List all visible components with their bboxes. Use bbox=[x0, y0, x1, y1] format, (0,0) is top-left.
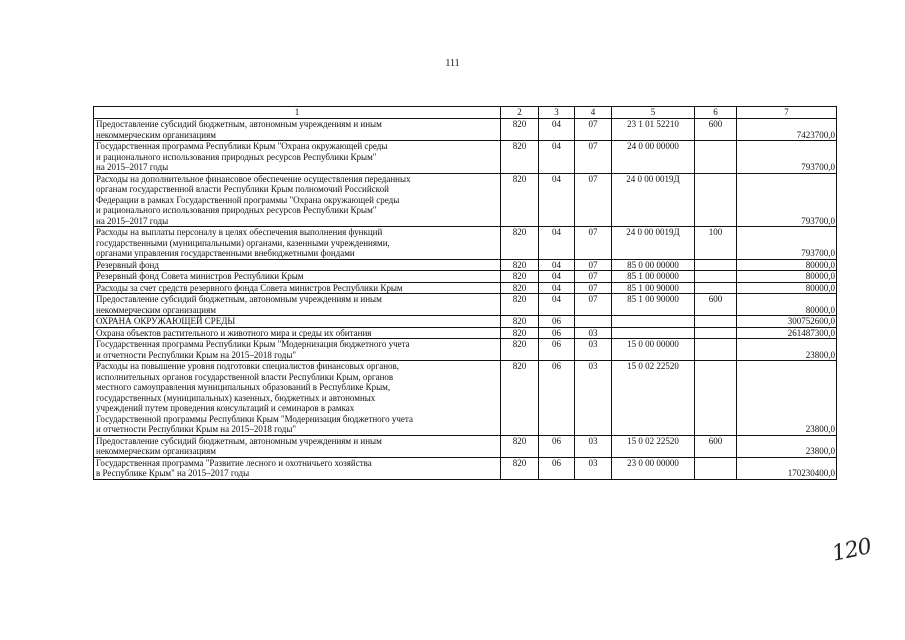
code-expense-type bbox=[695, 457, 737, 479]
code-subsection: 07 bbox=[575, 173, 612, 227]
row-description bbox=[94, 259, 501, 271]
code-subsection: 07 bbox=[575, 282, 612, 294]
code-subsection: 07 bbox=[575, 227, 612, 260]
code-subsection: 07 bbox=[575, 294, 612, 316]
code-ministry: 820 bbox=[501, 294, 539, 316]
code-section: 04 bbox=[539, 141, 575, 174]
table-row bbox=[94, 119, 837, 141]
table-row bbox=[94, 435, 837, 457]
code-expense-type: 600 bbox=[695, 435, 737, 457]
code-expense-type bbox=[695, 141, 737, 174]
code-subsection: 03 bbox=[575, 457, 612, 479]
code-section: 04 bbox=[539, 294, 575, 316]
row-description bbox=[94, 294, 501, 316]
header-cell: 2 bbox=[501, 107, 539, 119]
description-line: органам государственной власти Республики Крым полномочий Российской bbox=[96, 184, 389, 194]
description-line: учреждений путем проведения консультаций и семинаров в рамках bbox=[96, 403, 355, 413]
code-expense-type: 100 bbox=[695, 227, 737, 260]
description-line: на 2015–2017 годы bbox=[96, 215, 169, 226]
description-line: Предоставление субсидий бюджетным, автономным учреждениям и иным bbox=[96, 294, 382, 304]
description-line: Расходы на выплаты персоналу в целях обеспечения выполнения функций bbox=[96, 227, 383, 237]
code-ministry: 820 bbox=[501, 259, 539, 271]
header-cell: 6 bbox=[695, 107, 737, 119]
amount: 23800,0 bbox=[737, 339, 837, 361]
row-description bbox=[94, 271, 501, 283]
table-header-row bbox=[94, 107, 837, 119]
table-row bbox=[94, 227, 837, 260]
description-line: Расходы на повышение уровня подготовки специалистов финансовых органов, bbox=[96, 361, 400, 371]
description-line: Федерации в рамках Государственной программы "Охрана окружающей среды bbox=[96, 194, 400, 205]
code-ministry: 820 bbox=[501, 339, 539, 361]
code-target-article: 15 0 02 22520 bbox=[612, 361, 695, 436]
code-section: 06 bbox=[539, 339, 575, 361]
row-description bbox=[94, 361, 501, 436]
code-section: 04 bbox=[539, 259, 575, 271]
budget-table bbox=[93, 106, 837, 480]
code-subsection bbox=[575, 316, 612, 328]
amount: 23800,0 bbox=[737, 361, 837, 436]
code-expense-type bbox=[695, 339, 737, 361]
amount: 7423700,0 bbox=[737, 119, 837, 141]
code-ministry: 820 bbox=[501, 119, 539, 141]
description-line: Государственной программы Республики Крым "Модернизация бюджетного учета bbox=[96, 413, 413, 424]
description-line: некоммерческим организациям bbox=[96, 304, 216, 315]
code-subsection: 07 bbox=[575, 271, 612, 283]
code-subsection: 07 bbox=[575, 119, 612, 141]
description-line: местного самоуправления муниципальных образований в Республике Крым, bbox=[96, 382, 391, 392]
code-section: 04 bbox=[539, 173, 575, 227]
description-line: на 2015–2017 годы bbox=[96, 162, 169, 172]
code-section: 04 bbox=[539, 282, 575, 294]
description-line: органами управления государственными внебюджетными фондами bbox=[96, 248, 355, 258]
description-line: государственных (муниципальных) казенных, бюджетных и автономных bbox=[96, 392, 376, 403]
amount: 80000,0 bbox=[737, 294, 837, 316]
amount: 80000,0 bbox=[737, 259, 837, 271]
code-subsection: 07 bbox=[575, 259, 612, 271]
table-row bbox=[94, 294, 837, 316]
description-line: Расходы на дополнительное финансовое обеспечение осуществления переданных bbox=[96, 173, 411, 184]
description-line: ОХРАНА ОКРУЖАЮЩЕЙ СРЕДЫ bbox=[96, 316, 236, 326]
header-cell: 5 bbox=[612, 107, 695, 119]
description-line: и отчетности Республики Крым на 2015–2018 годы" bbox=[96, 349, 297, 360]
row-description bbox=[94, 457, 501, 479]
amount: 23800,0 bbox=[737, 435, 837, 457]
amount: 170230400,0 bbox=[737, 457, 837, 479]
code-section: 06 bbox=[539, 435, 575, 457]
code-expense-type bbox=[695, 259, 737, 271]
description-line: исполнительных органов государственной власти Республики Крым, органов bbox=[96, 371, 394, 382]
row-description bbox=[94, 339, 501, 361]
description-line: государственными (муниципальными) органами, казенными учреждениями, bbox=[96, 237, 390, 248]
handwritten-page-number: 120 bbox=[829, 534, 874, 567]
description-line: Государственная программа "Развитие лесного и охотничьего хозяйства bbox=[96, 457, 372, 468]
description-line: в Республике Крым" на 2015–2017 годы bbox=[96, 468, 250, 478]
code-target-article: 85 0 00 00000 bbox=[612, 259, 695, 271]
description-line: некоммерческим организациям bbox=[96, 446, 216, 456]
description-line: Резервный фонд bbox=[96, 259, 159, 270]
code-section: 06 bbox=[539, 361, 575, 436]
table-row bbox=[94, 339, 837, 361]
table-row bbox=[94, 327, 837, 339]
description-line: Расходы за счет средств резервного фонда Совета министров Республики Крым bbox=[96, 282, 403, 293]
description-line: Государственная программа Республики Крым "Модернизация бюджетного учета bbox=[96, 339, 410, 349]
code-section: 04 bbox=[539, 119, 575, 141]
row-description bbox=[94, 227, 501, 260]
code-expense-type bbox=[695, 173, 737, 227]
row-description bbox=[94, 173, 501, 227]
code-target-article: 24 0 00 0019Д bbox=[612, 227, 695, 260]
code-target-article bbox=[612, 316, 695, 328]
code-section: 06 bbox=[539, 457, 575, 479]
code-ministry: 820 bbox=[501, 361, 539, 436]
table-row bbox=[94, 259, 837, 271]
amount: 80000,0 bbox=[737, 271, 837, 283]
code-subsection: 03 bbox=[575, 339, 612, 361]
code-ministry: 820 bbox=[501, 173, 539, 227]
code-ministry: 820 bbox=[501, 271, 539, 283]
code-subsection: 03 bbox=[575, 361, 612, 436]
amount: 80000,0 bbox=[737, 282, 837, 294]
code-ministry: 820 bbox=[501, 227, 539, 260]
description-line: некоммерческим организациям bbox=[96, 129, 216, 140]
description-line: и отчетности Республики Крым на 2015–2018 годы" bbox=[96, 424, 297, 434]
amount: 793700,0 bbox=[737, 173, 837, 227]
code-target-article: 23 0 00 00000 bbox=[612, 457, 695, 479]
table-row bbox=[94, 361, 837, 436]
table-row bbox=[94, 271, 837, 283]
code-subsection: 07 bbox=[575, 141, 612, 174]
table-row bbox=[94, 282, 837, 294]
description-line: Государственная программа Республики Крым "Охрана окружающей среды bbox=[96, 141, 388, 151]
code-ministry: 820 bbox=[501, 316, 539, 328]
amount: 261487300,0 bbox=[737, 327, 837, 339]
description-line: Предоставление субсидий бюджетным, автономным учреждениям и иным bbox=[96, 119, 382, 129]
header-cell: 7 bbox=[737, 107, 837, 119]
code-ministry: 820 bbox=[501, 457, 539, 479]
amount: 793700,0 bbox=[737, 141, 837, 174]
code-section: 06 bbox=[539, 327, 575, 339]
header-cell: 1 bbox=[94, 107, 501, 119]
row-description bbox=[94, 316, 501, 328]
amount: 793700,0 bbox=[737, 227, 837, 260]
code-target-article: 24 0 00 0019Д bbox=[612, 173, 695, 227]
header-cell: 4 bbox=[575, 107, 612, 119]
code-ministry: 820 bbox=[501, 141, 539, 174]
row-description bbox=[94, 327, 501, 339]
code-section: 04 bbox=[539, 271, 575, 283]
row-description bbox=[94, 141, 501, 174]
code-target-article: 24 0 00 00000 bbox=[612, 141, 695, 174]
code-target-article bbox=[612, 327, 695, 339]
code-section: 04 bbox=[539, 227, 575, 260]
table-row bbox=[94, 141, 837, 174]
code-ministry: 820 bbox=[501, 282, 539, 294]
code-subsection: 03 bbox=[575, 327, 612, 339]
code-expense-type: 600 bbox=[695, 294, 737, 316]
table-row bbox=[94, 173, 837, 227]
code-target-article: 85 1 00 00000 bbox=[612, 271, 695, 283]
code-expense-type bbox=[695, 316, 737, 328]
code-expense-type bbox=[695, 327, 737, 339]
code-target-article: 85 1 00 90000 bbox=[612, 294, 695, 316]
row-description bbox=[94, 119, 501, 141]
code-target-article: 85 1 00 90000 bbox=[612, 282, 695, 294]
row-description bbox=[94, 282, 501, 294]
amount: 300752600,0 bbox=[737, 316, 837, 328]
description-line: Предоставление субсидий бюджетным, автономным учреждениям и иным bbox=[96, 435, 382, 446]
code-expense-type bbox=[695, 361, 737, 436]
code-section: 06 bbox=[539, 316, 575, 328]
code-subsection: 03 bbox=[575, 435, 612, 457]
description-line: Резервный фонд Совета министров Республики Крым bbox=[96, 271, 304, 281]
code-ministry: 820 bbox=[501, 327, 539, 339]
code-expense-type bbox=[695, 282, 737, 294]
table-row bbox=[94, 316, 837, 328]
code-expense-type: 600 bbox=[695, 119, 737, 141]
description-line: и рационального использования природных ресурсов Республики Крым" bbox=[96, 205, 377, 215]
description-line: Охрана объектов растительного и животного мира и среды их обитания bbox=[96, 327, 372, 338]
row-description bbox=[94, 435, 501, 457]
page-number: 111 bbox=[445, 58, 460, 69]
header-cell: 3 bbox=[539, 107, 575, 119]
description-line: и рационального использования природных ресурсов Республики Крым" bbox=[96, 151, 377, 162]
code-target-article: 23 1 01 52210 bbox=[612, 119, 695, 141]
code-target-article: 15 0 00 00000 bbox=[612, 339, 695, 361]
table-row bbox=[94, 457, 837, 479]
code-ministry: 820 bbox=[501, 435, 539, 457]
code-expense-type bbox=[695, 271, 737, 283]
code-target-article: 15 0 02 22520 bbox=[612, 435, 695, 457]
